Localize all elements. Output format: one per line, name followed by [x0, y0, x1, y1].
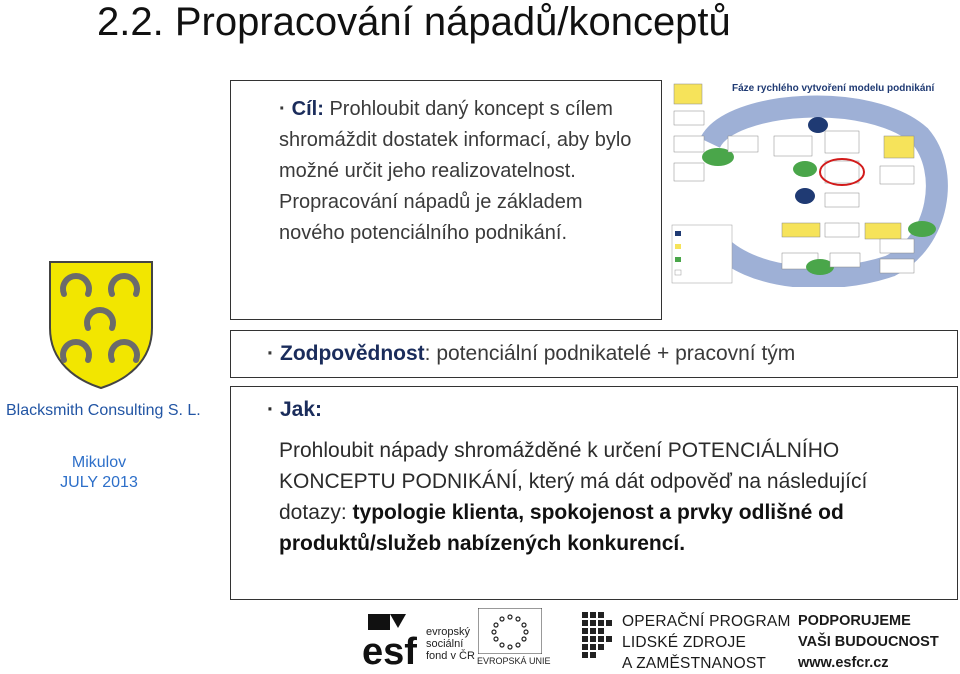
diagram-graphic	[670, 81, 956, 287]
how-heading	[267, 395, 322, 425]
esf-caption-line: evropský	[426, 626, 471, 638]
company-name: Blacksmith Consulting S. L.	[6, 402, 201, 419]
page-title: 2.2. Propracování nápadů/konceptů	[97, 0, 731, 44]
op-logo	[580, 608, 618, 668]
esf-caption-line: sociální	[426, 638, 464, 650]
coat-of-arms-logo	[46, 258, 156, 390]
esf-logo	[360, 608, 422, 668]
goal-text	[279, 94, 649, 249]
how-text-bold: typologie klienta, spokojenost a prvky odlišné od produktů/služeb nabízených konkurencí.	[279, 501, 844, 555]
diagram-title: Fáze rychlého vytvoření modelu podnikání	[732, 83, 935, 94]
date: JULY 2013	[60, 474, 138, 491]
goal-label: Cíl:	[291, 98, 324, 120]
op-line: A ZAMĚSTNANOST	[622, 655, 767, 672]
slogan-line: VAŠI BUDOUCNOST	[798, 634, 939, 650]
slogan-line: PODPORUJEME	[798, 613, 911, 629]
eu-flag-logo	[478, 608, 542, 654]
slogan-url: www.esfcr.cz	[798, 655, 889, 671]
esf-caption	[426, 626, 475, 662]
responsibility-description: : potenciální podnikatelé + pracovní tým	[424, 342, 796, 365]
op-program-name	[622, 611, 791, 674]
goal-description: Prohloubit daný koncept s cílem shromáždit dostatek informací, aby bylo možné určit jeho realizovatelnost. Propracování nápadů je základem nového potenciálního podnikání.	[279, 98, 632, 244]
bullet: ·	[267, 398, 274, 421]
op-line: OPERAČNÍ PROGRAM	[622, 613, 791, 630]
op-line: LIDSKÉ ZDROJE	[622, 634, 747, 651]
bullet: ·	[279, 98, 286, 120]
funding-footer	[360, 608, 960, 672]
esf-caption-line: fond v ČR	[426, 650, 475, 662]
how-box	[230, 386, 958, 600]
responsibility-box	[230, 330, 958, 378]
how-description	[279, 435, 939, 559]
bullet: ·	[267, 342, 274, 365]
location-date	[56, 453, 142, 493]
how-label: Jak:	[280, 398, 323, 421]
eu-caption: EVROPSKÁ UNIE	[477, 656, 551, 666]
how-text: Prohloubit nápady shromážděné k určení POTENCIÁLNÍHO KONCEPTU PODNIKÁNÍ, který má dát odpověď na následující dotazy:	[279, 439, 868, 524]
support-slogan	[798, 611, 939, 674]
location: Mikulov	[71, 454, 127, 471]
goal-box	[230, 80, 662, 320]
svg-text:esf: esf	[362, 631, 417, 668]
business-model-diagram	[670, 81, 956, 287]
responsibility-text	[267, 339, 795, 369]
responsibility-label: Zodpovědnost	[280, 342, 425, 365]
